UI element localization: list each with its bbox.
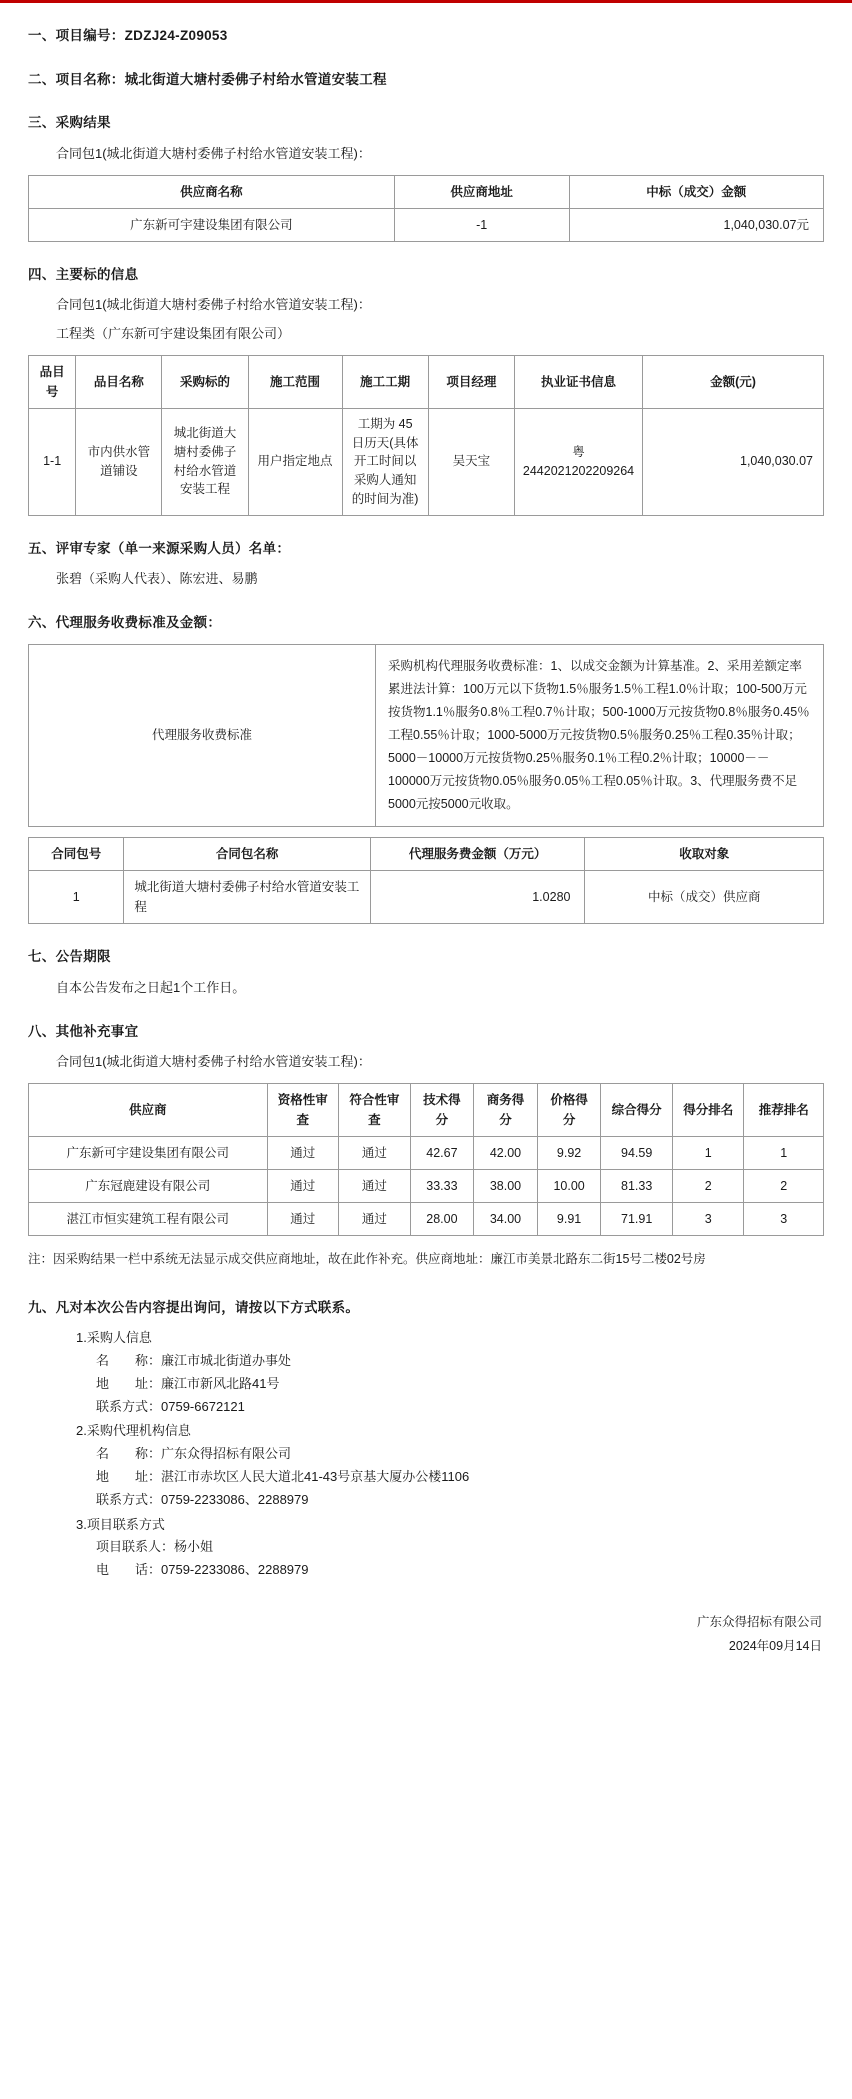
cell-duration: 工期为 45 日历天(具体开工时间以采购人通知的时间为准) (342, 408, 428, 515)
cell-qualification: 通过 (267, 1170, 339, 1203)
cell-total-score: 94.59 (601, 1137, 673, 1170)
table-row (29, 644, 824, 827)
purchaser-address-row (96, 1374, 852, 1395)
agency-fee-standard-table (28, 644, 824, 828)
cell-total-score: 71.91 (601, 1203, 673, 1236)
project-contact-person-row (96, 1537, 852, 1558)
agency-fee-amount-table (28, 837, 824, 924)
contact-group-agency-title: 2.采购代理机构信息 (76, 1423, 191, 1439)
cell-award-amount: 1,040,030.07元 (569, 208, 823, 241)
cell-item-name: 市内供水管道铺设 (76, 408, 162, 515)
cell-subject: 城北街道大塘村委佛子村给水管道安装工程 (162, 408, 248, 515)
table-row (29, 1137, 824, 1170)
col-qualification-review: 资格性审查 (267, 1084, 339, 1137)
cell-total-score: 81.33 (601, 1170, 673, 1203)
footer-block (0, 1611, 822, 1659)
cell-price-score: 9.92 (537, 1137, 601, 1170)
cell-recommend-rank: 1 (744, 1137, 824, 1170)
project-contact-person-label: 项目联系人： (96, 1539, 175, 1555)
contact-group-project-title: 3.项目联系方式 (76, 1516, 165, 1532)
section-agency-fee: 六、代理服务收费标准及金额： (28, 614, 222, 630)
agency-name-row (96, 1444, 852, 1465)
purchaser-tel-row (96, 1397, 852, 1418)
col-scope: 施工范围 (248, 355, 342, 408)
cell-supplier-name: 广东新可宇建设集团有限公司 (29, 208, 395, 241)
cell-business-score: 42.00 (474, 1137, 538, 1170)
col-manager: 项目经理 (428, 355, 514, 408)
section-procurement-result: 三、采购结果 (28, 115, 111, 131)
col-package-no: 合同包号 (29, 838, 124, 871)
cell-scope: 用户指定地点 (248, 408, 342, 515)
agency-address-value: 湛江市赤坎区人民大道北41-43号京基大厦办公楼1106 (161, 1469, 470, 1485)
table-header-row (29, 175, 824, 208)
agency-address-label: 地 址： (96, 1469, 162, 1485)
result-package-label: 合同包1(城北街道大塘村委佛子村给水管道安装工程)： (56, 145, 371, 161)
cell-fee-standard-label: 代理服务收费标准 (29, 644, 376, 827)
table-row (29, 1203, 824, 1236)
col-price-score: 价格得分 (537, 1084, 601, 1137)
agency-tel-row (96, 1490, 852, 1511)
table-row (29, 871, 824, 924)
section-project-name: 二、项目名称：城北街道大塘村委佛子村给水管道安装工程 (28, 71, 387, 87)
section-review-experts: 五、评审专家（单一来源采购人员）名单： (28, 540, 291, 556)
project-contact-tel-row (96, 1560, 852, 1581)
cell-business-score: 38.00 (474, 1170, 538, 1203)
cell-business-score: 34.00 (474, 1203, 538, 1236)
table-row (29, 408, 824, 515)
cell-supplier-address: -1 (394, 208, 569, 241)
cell-package-name: 城北街道大塘村委佛子村给水管道安装工程 (124, 871, 370, 924)
review-expert-names: 张碧（采购人代表）、陈宏进、易鹏 (56, 571, 258, 587)
purchaser-name-row (96, 1351, 852, 1372)
cell-supplier: 广东冠鹿建设有限公司 (29, 1170, 268, 1203)
table-header-row (29, 1084, 824, 1137)
main-package-label: 合同包1(城北街道大塘村委佛子村给水管道安装工程)： (56, 297, 371, 313)
result-table (28, 175, 824, 242)
cell-certificate: 粤2442021202209264 (514, 408, 642, 515)
col-fee-target: 收取对象 (585, 838, 824, 871)
col-item-no: 品目号 (29, 355, 76, 408)
col-tech-score: 技术得分 (410, 1084, 474, 1137)
score-table (28, 1083, 824, 1236)
agency-name-value: 广东众得招标有限公司 (161, 1446, 292, 1462)
cell-supplier: 湛江市恒实建筑工程有限公司 (29, 1203, 268, 1236)
agency-tel-value: 0759-2233086、2288979 (161, 1491, 309, 1507)
section-other-matters: 八、其他补充事宜 (28, 1023, 139, 1039)
top-red-bar (0, 0, 852, 3)
announcement-period-text: 自本公告发布之日起1个工作日。 (56, 979, 246, 995)
cell-manager: 吴天宝 (428, 408, 514, 515)
table-header-row (29, 838, 824, 871)
col-business-score: 商务得分 (474, 1084, 538, 1137)
cell-item-no: 1-1 (29, 408, 76, 515)
purchaser-tel-value: 0759-6672121 (161, 1398, 245, 1414)
col-package-name: 合同包名称 (124, 838, 370, 871)
supplementary-note: 注：因采购结果一栏中系统无法显示成交供应商地址，故在此作补充。供应商地址：廉江市美景北路东二街15号二楼02号房 (28, 1252, 706, 1267)
col-amount: 金额(元) (643, 355, 824, 408)
section-project-number: 一、项目编号：ZDZJ24-Z09053 (28, 28, 228, 43)
section-main-subject-info: 四、主要标的信息 (28, 266, 139, 282)
project-contact-tel-label: 电 话： (96, 1562, 162, 1578)
cell-package-no: 1 (29, 871, 124, 924)
purchaser-tel-label: 联系方式： (96, 1398, 162, 1414)
agency-address-row (96, 1467, 852, 1488)
contact-group-purchaser-title: 1.采购人信息 (76, 1330, 152, 1346)
col-score-rank: 得分排名 (672, 1084, 744, 1137)
purchaser-name-value: 廉江市城北街道办事处 (161, 1353, 292, 1369)
cell-price-score: 9.91 (537, 1203, 601, 1236)
cell-amount: 1,040,030.07 (643, 408, 824, 515)
project-contact-person-value: 杨小姐 (174, 1539, 214, 1555)
cell-tech-score: 33.33 (410, 1170, 474, 1203)
cell-compliance: 通过 (339, 1170, 411, 1203)
col-item-name: 品目名称 (76, 355, 162, 408)
project-contact-tel-value: 0759-2233086、2288979 (161, 1562, 309, 1578)
cell-tech-score: 28.00 (410, 1203, 474, 1236)
col-fee-amount: 代理服务费金额（万元） (370, 838, 585, 871)
purchaser-address-value: 廉江市新风北路41号 (161, 1375, 280, 1391)
col-total-score: 综合得分 (601, 1084, 673, 1137)
cell-price-score: 10.00 (537, 1170, 601, 1203)
col-duration: 施工工期 (342, 355, 428, 408)
table-row (29, 208, 824, 241)
agency-tel-label: 联系方式： (96, 1491, 162, 1507)
purchaser-name-label: 名 称： (96, 1353, 162, 1369)
cell-qualification: 通过 (267, 1203, 339, 1236)
footer-date: 2024年09月14日 (728, 1638, 822, 1653)
col-supplier-address: 供应商地址 (394, 175, 569, 208)
col-compliance-review: 符合性审查 (339, 1084, 411, 1137)
purchaser-address-label: 地 址： (96, 1375, 162, 1391)
cell-compliance: 通过 (339, 1203, 411, 1236)
col-supplier: 供应商 (29, 1084, 268, 1137)
col-certificate: 执业证书信息 (514, 355, 642, 408)
cell-qualification: 通过 (267, 1137, 339, 1170)
col-recommend-rank: 推荐排名 (744, 1084, 824, 1137)
cell-score-rank: 2 (672, 1170, 744, 1203)
col-supplier-name: 供应商名称 (29, 175, 395, 208)
table-header-row (29, 355, 824, 408)
cell-compliance: 通过 (339, 1137, 411, 1170)
cell-score-rank: 1 (672, 1137, 744, 1170)
cell-score-rank: 3 (672, 1203, 744, 1236)
section-announcement-period: 七、公告期限 (28, 949, 111, 965)
footer-company: 广东众得招标有限公司 (696, 1615, 822, 1630)
cell-fee-amount: 1.0280 (370, 871, 585, 924)
cell-supplier: 广东新可宇建设集团有限公司 (29, 1137, 268, 1170)
cell-recommend-rank: 2 (744, 1170, 824, 1203)
table-row (29, 1170, 824, 1203)
cell-tech-score: 42.67 (410, 1137, 474, 1170)
cell-fee-target: 中标（成交）供应商 (585, 871, 824, 924)
cell-fee-standard-text: 采购机构代理服务收费标准：1、以成交金额为计算基准。2、采用差额定率累进法计算：100万元以下货物1.5％服务1.5％工程1.0％计取；100-500万元按货物1.1％服务0.8％工程0.7％计取；500-1000万元按货物0.8％服务0.45％工程0.55％计取；1000-5000万元按货物0.5％服务0.25％工程0.35％计取；5000－10000万元按货物0.25％服务0.1％工程0.2％计取；10000－－100000万元按货物0.05％服务0.05％工程0.05％计取。3、代理服务费不足5000元按5000元收取。 (376, 644, 824, 827)
agency-name-label: 名 称： (96, 1446, 162, 1462)
main-category-label: 工程类（广东新可宇建设集团有限公司） (56, 325, 291, 341)
section-contact: 九、凡对本次公告内容提出询问，请按以下方式联系。 (28, 1299, 360, 1315)
other-package-label: 合同包1(城北街道大塘村委佛子村给水管道安装工程)： (56, 1054, 371, 1070)
col-subject: 采购标的 (162, 355, 248, 408)
cell-recommend-rank: 3 (744, 1203, 824, 1236)
main-subject-table (28, 355, 824, 516)
col-award-amount: 中标（成交）金额 (569, 175, 823, 208)
